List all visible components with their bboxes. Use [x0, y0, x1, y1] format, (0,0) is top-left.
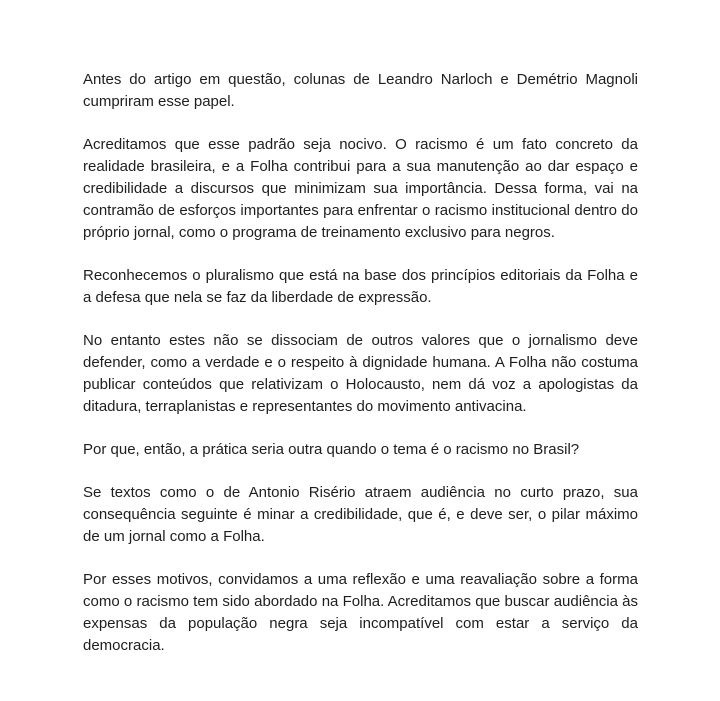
paragraph-other-values: No entanto estes não se dissociam de outros valores que o jornalismo deve defender, como a verdade e o respeito à dignidade humana. A Folha não costuma publicar conteúdos que relativizam o Holocausto, nem dá voz a apologistas da ditadura, terraplanistas e representantes do movimento antivacina. — [83, 332, 638, 415]
paragraph-question: Por que, então, a prática seria outra quando o tema é o racismo no Brasil? — [83, 441, 580, 458]
paragraph-harmful-pattern: Acreditamos que esse padrão seja nocivo. O racismo é um fato concreto da realidade brasileira, e a Folha contribui para a sua manutenção ao dar espaço e credibilidade a discursos que minimizam sua importância. Dessa forma, vai na contramão de esforços importantes para enfrentar o racismo institucional dentro do próprio jornal, como o programa de treinamento exclusivo para negros. — [83, 136, 638, 241]
paragraph-conclusion: Por esses motivos, convidamos a uma reflexão e uma reavaliação sobre a forma como o racismo tem sido abordado na Folha. Acreditamos que buscar audiência às expensas da população negra seja incompatível com estar a serviço da democracia. — [83, 571, 638, 654]
paragraph-credibility: Se textos como o de Antonio Risério atraem audiência no curto prazo, sua consequência seguinte é minar a credibilidade, que é, e deve ser, o pilar máximo de um jornal como a Folha. — [83, 484, 638, 545]
paragraph-pluralism: Reconhecemos o pluralismo que está na base dos princípios editoriais da Folha e a defesa que nela se faz da liberdade de expressão. — [83, 267, 638, 306]
document-body — [83, 69, 638, 678]
paragraph-previous-columns: Antes do artigo em questão, colunas de Leandro Narloch e Demétrio Magnoli cumpriram esse papel. — [83, 71, 638, 110]
